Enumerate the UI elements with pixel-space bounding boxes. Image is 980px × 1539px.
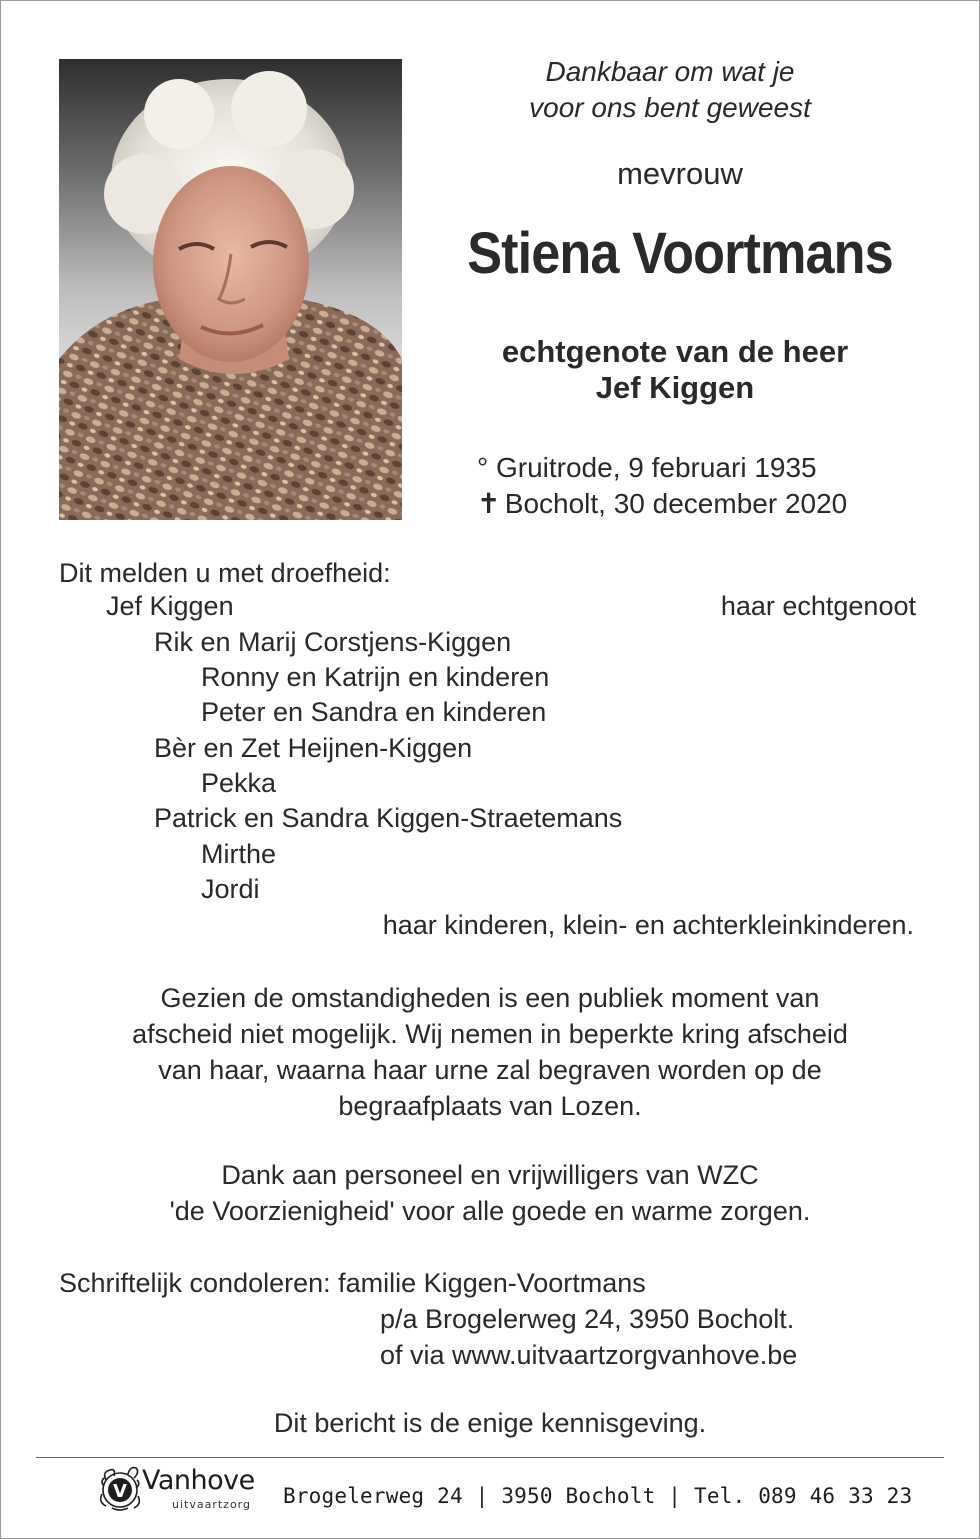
thanks-line: Dank aan personeel en vrijwilligers van WZC <box>221 1160 759 1190</box>
family-member: Jordi <box>201 874 260 904</box>
motto-line: Dankbaar om wat je <box>545 56 795 87</box>
family-member: Peter en Sandra en kinderen <box>201 697 547 727</box>
spouse-block <box>430 334 920 406</box>
condolences-address: p/a Brogelerweg 24, 3950 Bocholt. <box>380 1304 795 1334</box>
condolences-row-1 <box>59 1265 797 1301</box>
family-member: Bèr en Zet Heijnen-Kiggen <box>154 733 473 763</box>
notice-line: van haar, waarna haar urne zal begraven worden op de <box>158 1055 822 1085</box>
notice-line: Gezien de omstandigheden is een publiek moment van <box>160 983 820 1013</box>
family-member: Rik en Marij Corstjens-Kiggen <box>154 627 512 657</box>
spouse-role-label: haar echtgenoot <box>720 591 916 621</box>
deceased-name: Stiena Voortmans <box>467 221 893 286</box>
motto-line: voor ons bent geweest <box>529 92 811 123</box>
vanhove-logo <box>96 1464 268 1518</box>
thanks-notice <box>60 1157 920 1229</box>
death-date: Bocholt, 30 december 2020 <box>504 488 848 519</box>
farewell-notice <box>60 980 920 1124</box>
notice-line: begraafplaats van Lozen. <box>338 1091 642 1121</box>
life-dates <box>477 450 847 522</box>
birth-date: ° Gruitrode, 9 februari 1935 <box>477 452 817 483</box>
spouse-line: echtgenote van de heer <box>501 334 849 369</box>
logo-name: Vanhove <box>142 1465 255 1496</box>
condolences-block <box>59 1265 797 1373</box>
condolences-family: familie Kiggen-Voortmans <box>338 1268 646 1298</box>
honorific-title: mevrouw <box>617 156 743 191</box>
thanks-line: 'de Voorzienigheid' voor alle goede en warme zorgen. <box>169 1196 811 1226</box>
final-note: Dit bericht is de enige kennisgeving. <box>273 1408 707 1438</box>
announcement-intro: Dit melden u met droefheid: <box>59 558 391 588</box>
footer-divider <box>36 1457 944 1458</box>
logo-subtitle: uitvaartzorg <box>172 1498 251 1511</box>
death-date-row <box>477 486 847 522</box>
logo-letter: V <box>113 1481 127 1502</box>
condolences-website: of via www.uitvaartzorgvanhove.be <box>380 1340 798 1370</box>
spouse-name: Jef Kiggen <box>595 370 755 405</box>
family-member-spouse: Jef Kiggen <box>106 591 234 621</box>
family-member: Mirthe <box>201 839 277 869</box>
cross-icon: ✝ <box>477 488 501 519</box>
footer-contact: Brogelerweg 24 | 3950 Bocholt | Tel. 089 46 33 23 <box>283 1484 913 1508</box>
family-member: Ronny en Katrijn en kinderen <box>201 662 550 692</box>
children-role-label: haar kinderen, klein- en achterkleinkinderen. <box>382 910 914 940</box>
logo-emblem-icon <box>96 1464 144 1512</box>
notice-line: afscheid niet mogelijk. Wij nemen in beperkte kring afscheid <box>132 1019 848 1049</box>
condolences-label: Schriftelijk condoleren: <box>59 1268 331 1298</box>
portrait-photo-icon <box>59 59 402 520</box>
family-member: Pekka <box>201 768 277 798</box>
motto <box>500 54 840 126</box>
family-member: Patrick en Sandra Kiggen-Straetemans <box>154 803 623 833</box>
